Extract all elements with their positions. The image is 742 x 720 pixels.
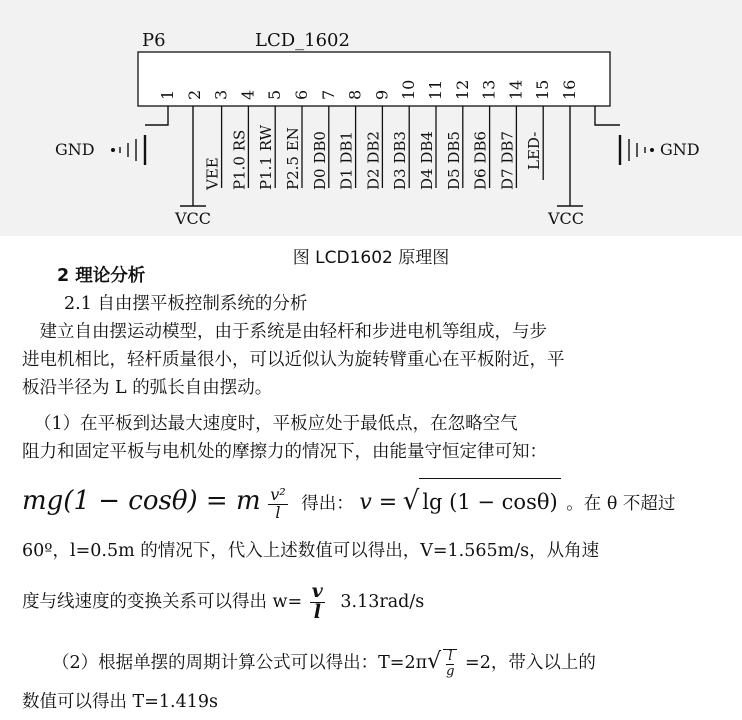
period-suffix: =2，带入以上的 xyxy=(465,653,596,673)
period-formula-line: （2）根据单摆的周期计算公式可以得出：T=2π√ $\frac{l}{g}$ =2，带入以上的 xyxy=(52,648,596,679)
pin-label-8: D1 DB1 xyxy=(337,131,356,190)
period-result-line: 数值可以得出 T=1.419s xyxy=(22,692,218,712)
pin-label-6: P2.5 EN xyxy=(284,127,302,190)
formula-denominator: l xyxy=(275,503,281,522)
energy-formula-line: mg(1 − cosθ) = m $\frac{\text{v²}}{l}$ 得出： v = √ lg (1 − cosθ) 。在 θ 不超过 xyxy=(22,478,675,524)
formula-numerator: v² xyxy=(270,485,286,505)
figure-caption: 图 LCD1602 原理图 xyxy=(292,248,450,268)
pin-label-10: D3 DB3 xyxy=(391,131,410,190)
paragraph-2-line-1: （1）在平板到达最大速度时，平板应处于最低点，在忽略空气 xyxy=(34,414,518,434)
connector-label: P6 xyxy=(142,30,166,51)
formula-middle-text: 得出： xyxy=(301,494,354,514)
pin-number-6: 6 xyxy=(292,89,311,100)
pin-label-7: D0 DB0 xyxy=(310,131,329,190)
formula-sqrt: lg (1 − cosθ) xyxy=(419,478,560,525)
pin-label-9: D2 DB2 xyxy=(364,131,383,190)
angular-speed-numerator: v xyxy=(311,580,323,603)
period-fraction xyxy=(443,649,457,678)
pin-number-2: 2 xyxy=(184,89,204,100)
pin-label-11: D4 DB4 xyxy=(418,131,436,190)
lcd1602-schematic xyxy=(0,0,742,240)
pin-number-1: 1 xyxy=(158,89,177,100)
angular-speed-denominator: l xyxy=(313,601,321,623)
formula-lhs: mg(1 − cosθ) = m xyxy=(22,486,261,516)
pin-number-9: 9 xyxy=(372,89,392,100)
section-heading: 2 理论分析 xyxy=(57,266,146,286)
vcc-right-label: VCC xyxy=(548,209,585,228)
pin-number-5: 5 xyxy=(265,89,285,100)
subsection-heading: 2.1 自由摆平板控制系统的分析 xyxy=(64,294,308,314)
paragraph-1-line-2: 进电机相比，轻杆质量很小，可以近似认为旋转臂重心在平板附近，平 xyxy=(22,350,565,370)
paragraph-1-line-3: 板沿半径为 L 的弧长自由摆动。 xyxy=(22,378,273,398)
formula-v: v = xyxy=(359,490,398,515)
formula-fraction xyxy=(268,487,287,522)
pin-number-14: 14 xyxy=(506,79,526,100)
pin-number-8: 8 xyxy=(345,89,365,100)
pin-label-3: VEE xyxy=(203,157,222,190)
pin-number-12: 12 xyxy=(452,79,472,100)
angular-speed-prefix: 度与线速度的变换关系可以得出 w= xyxy=(22,592,303,612)
pin-label-15: LED- xyxy=(525,131,544,170)
period-prefix: （2）根据单摆的周期计算公式可以得出：T=2π xyxy=(52,653,428,673)
pin-number-13: 13 xyxy=(479,79,499,100)
angular-speed-value: 3.13rad/s xyxy=(340,592,425,612)
pin-number-4: 4 xyxy=(238,89,258,100)
formula-tail: 。在 θ 不超过 xyxy=(566,494,676,514)
chip-label: LCD_1602 xyxy=(255,30,350,51)
pin-number-16: 16 xyxy=(560,79,579,100)
angular-speed-fraction xyxy=(310,582,325,623)
pin-number-15: 15 xyxy=(533,79,553,100)
pin-label-12: D5 DB5 xyxy=(444,131,463,190)
gnd-right-label: GND xyxy=(660,140,700,159)
period-numerator: l xyxy=(446,650,454,665)
paragraph-1-line-1: 建立自由摆运动模型，由于系统是由轻杆和步进电机等组成，与步 xyxy=(22,322,547,342)
pin-label-14: D7 DB7 xyxy=(498,131,517,190)
paragraph-2-line-2: 阻力和固定平板与电机处的摩擦力的情况下，由能量守恒定律可知： xyxy=(22,442,547,462)
line-60-degrees: 60º，l=0.5m 的情况下，代入上述数值可以得出，V=1.565m/s，从角速 xyxy=(22,541,600,561)
gnd-left-label: GND xyxy=(55,140,95,159)
pin-number-7: 7 xyxy=(318,89,338,100)
pin-number-10: 10 xyxy=(399,79,419,100)
angular-speed-line xyxy=(22,580,424,624)
pin-label-4: P1.0 RS xyxy=(230,129,249,190)
pin-label-13: D6 DB6 xyxy=(471,131,490,190)
pin-label-5: P1.1 RW xyxy=(257,124,276,190)
period-denominator: g xyxy=(446,663,455,679)
pin-number-3: 3 xyxy=(211,89,231,100)
pin-number-11: 11 xyxy=(426,79,445,100)
vcc-left-label: VCC xyxy=(175,209,212,228)
